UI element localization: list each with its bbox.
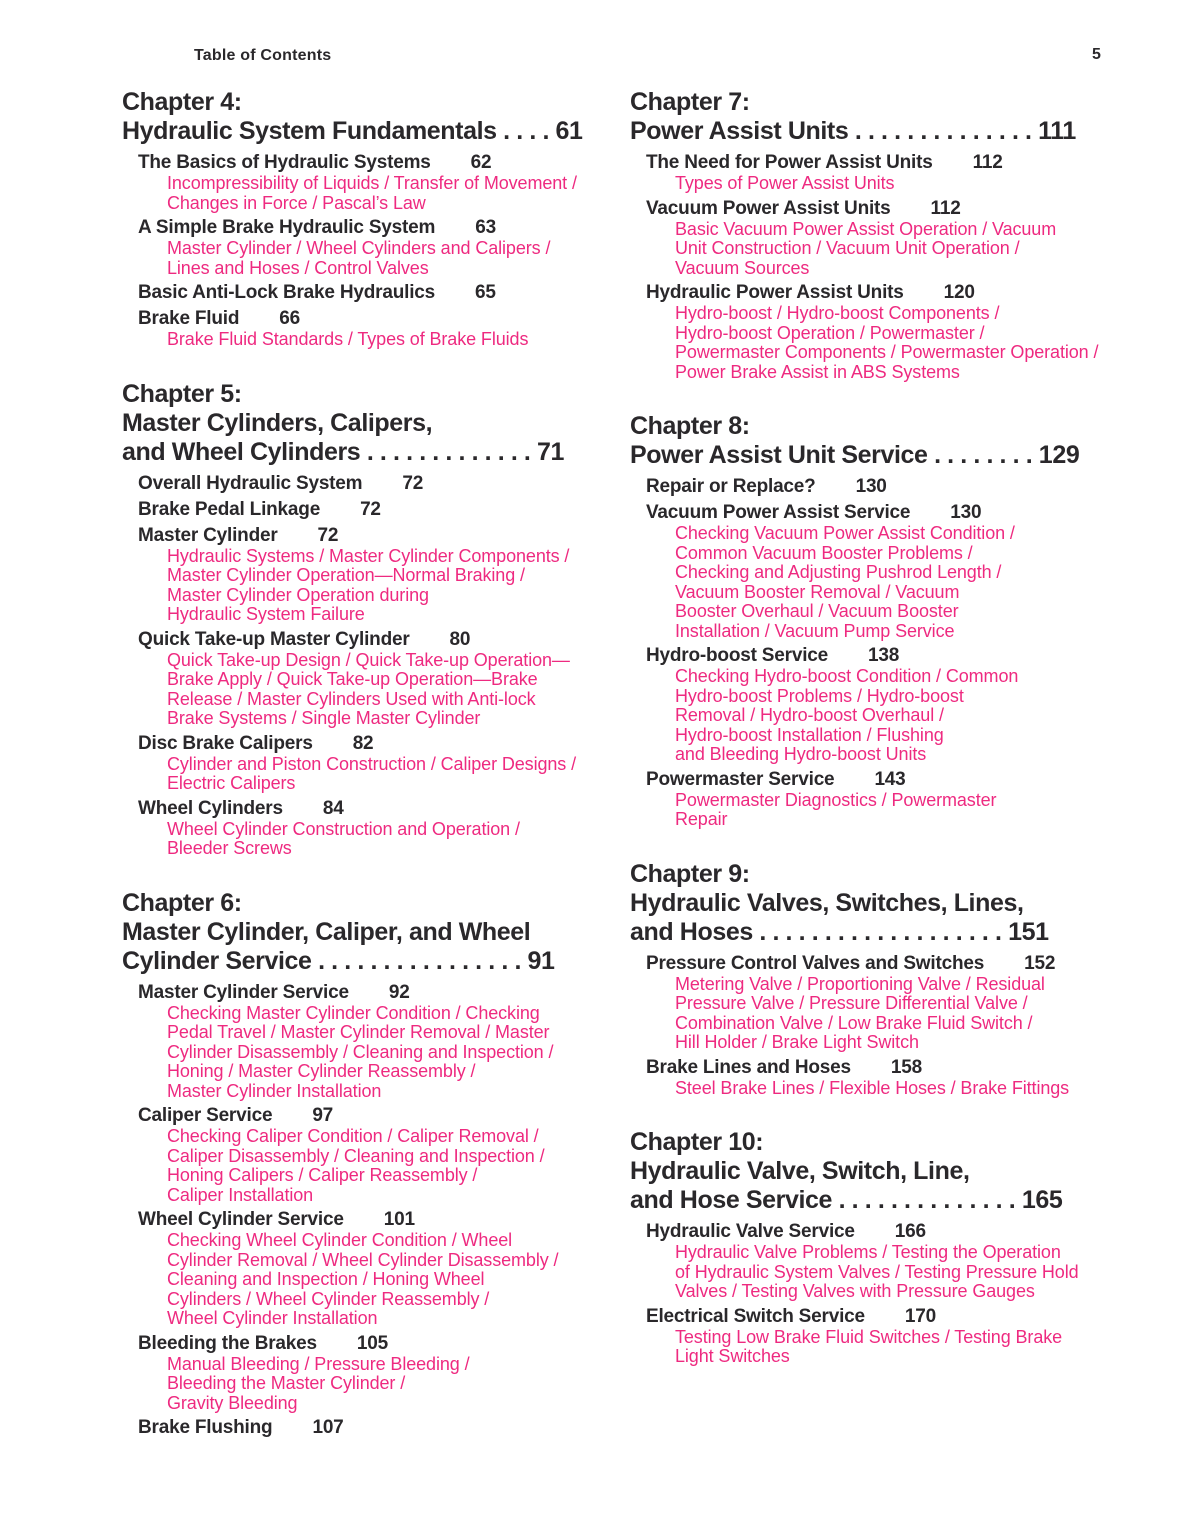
section-title-row (122, 281, 617, 304)
section-subtopic-line: Caliper Disassembly / Cleaning and Inspection / (167, 1145, 545, 1166)
toc-section (122, 732, 617, 794)
chapter-sections (630, 952, 1125, 1099)
section-subtopic-line: Hydraulic System Failure (167, 604, 365, 624)
section-subtopic-line: Hydro-boost / Hydro-boost Components / (675, 303, 1000, 323)
section-title-row (122, 524, 617, 547)
chapter-heading (630, 412, 1125, 470)
chapter-block (630, 860, 1125, 1099)
section-subtopic-line: Incompressibility of Liquids / Transfer of Movement / (167, 173, 577, 193)
running-header-title: Table of Contents (194, 47, 332, 64)
section-subtopic-line: Removal / Hydro-boost Overhaul / (675, 705, 944, 725)
section-title-row (122, 1416, 617, 1439)
section-subtopic-line: Brake Apply / Quick Take-up Operation—Brake (167, 669, 538, 689)
chapter-heading-line: Chapter 10: (630, 1128, 764, 1156)
section-subtopic-line: Caliper Installation (167, 1184, 314, 1205)
section-title-row (630, 644, 1125, 667)
section-page-number: 82 (352, 732, 374, 754)
toc-column-left (122, 88, 617, 1442)
section-subtopic-line: Cylinder and Piston Construction / Caliper Designs / (167, 753, 576, 774)
section-subtopic-line: Changes in Force / Pascal’s Law (167, 192, 426, 213)
section-subtopic-line: Pedal Travel / Master Cylinder Removal / Master (167, 1022, 550, 1042)
section-subtopic-line: Hydraulic Valve Problems / Testing the Operation (675, 1242, 1061, 1262)
section-subtopic-line: Steel Brake Lines / Flexible Hoses / Brake Fittings (675, 1077, 1070, 1098)
section-title: Vacuum Power Assist Service (646, 502, 911, 523)
section-subtopic-line: Installation / Vacuum Pump Service (675, 620, 955, 641)
section-title-row (122, 1208, 617, 1231)
section-page-number: 143 (874, 768, 906, 790)
section-subtopic-line: Gravity Bleeding (167, 1392, 298, 1413)
section-subtopic-line: Master Cylinder Installation (167, 1080, 382, 1101)
toc-section (122, 1416, 617, 1439)
section-title-row (122, 1104, 617, 1127)
chapter-heading-line: Power Assist Unit Service . . . . . . . . 129 (630, 441, 1080, 469)
section-title-row (630, 1220, 1125, 1243)
section-title: Pressure Control Valves and Switches (646, 952, 985, 974)
toc-section (630, 151, 1125, 194)
section-title: Brake Flushing (138, 1417, 273, 1438)
section-subtopic-line: Checking Vacuum Power Assist Condition / (675, 523, 1015, 543)
toc-section (630, 1220, 1125, 1302)
section-page-number: 62 (470, 152, 492, 173)
section-subtopic-line: Honing / Master Cylinder Reassembly / (167, 1061, 476, 1081)
section-subtopic-line: Vacuum Booster Removal / Vacuum (675, 581, 960, 602)
section-subtopic-line: Brake Systems / Single Master Cylinder (167, 708, 481, 728)
toc-section (122, 151, 617, 213)
section-title: Bleeding the Brakes (138, 1332, 317, 1354)
chapter-heading-line: Chapter 7: (630, 88, 750, 116)
section-subtopic-line: Brake Fluid Standards / Types of Brake Fluids (167, 329, 529, 349)
section-subtopic-line: of Hydraulic System Valves / Testing Pressure Hold (675, 1261, 1079, 1282)
toc-section (630, 475, 1125, 498)
chapter-heading-line: Master Cylinder, Caliper, and Wheel (122, 917, 531, 946)
section-subtopic-line: Checking Wheel Cylinder Condition / Wheel (167, 1230, 513, 1250)
chapter-heading (122, 380, 617, 467)
chapter-heading-line: Chapter 6: (122, 888, 242, 917)
section-page-number: 97 (312, 1105, 334, 1126)
section-title: The Basics of Hydraulic Systems (138, 152, 431, 173)
toc-section (630, 768, 1125, 830)
section-subtopic-line: Hydro-boost Problems / Hydro-boost (675, 685, 964, 706)
section-title-row (122, 216, 617, 239)
section-page-number: 65 (475, 282, 496, 303)
section-subtopic-line: Power Brake Assist in ABS Systems (675, 361, 960, 382)
section-subtopic-line: Powermaster Diagnostics / Powermaster (675, 789, 997, 810)
chapter-heading (630, 88, 1125, 146)
section-page-number: 112 (930, 197, 961, 219)
section-subtopic-line: Manual Bleeding / Pressure Bleeding / (167, 1353, 470, 1374)
section-page-number: 138 (868, 645, 900, 666)
section-title-row (630, 768, 1125, 791)
chapter-sections (122, 472, 617, 859)
chapter-heading-line: and Hose Service . . . . . . . . . . . . . . 165 (630, 1186, 1063, 1214)
section-page-number: 80 (449, 628, 471, 650)
section-subtopic-line: Common Vacuum Booster Problems / (675, 542, 973, 563)
section-page-number: 130 (950, 502, 982, 523)
section-subtopic-line: Light Switches (675, 1346, 790, 1366)
chapter-heading-line: Chapter 9: (630, 859, 750, 888)
chapter-block (630, 88, 1125, 382)
section-subtopic-line: Release / Master Cylinders Used with Anti-lock (167, 688, 536, 709)
section-subtopic-line: Metering Valve / Proportioning Valve / Residual (675, 973, 1045, 994)
section-subtopic-line: Vacuum Sources (675, 257, 810, 278)
section-title-row (122, 628, 617, 651)
section-subtopic-line: Checking Hydro-boost Condition / Common (675, 666, 1019, 686)
section-title-row (630, 1305, 1125, 1328)
section-title: Hydro-boost Service (646, 645, 829, 666)
chapter-heading-line: Hydraulic System Fundamentals . . . . 61 (122, 117, 583, 145)
section-page-number: 107 (312, 1417, 344, 1438)
section-title-row (630, 1056, 1125, 1079)
chapter-heading-line: Hydraulic Valves, Switches, Lines, (630, 888, 1024, 917)
chapter-heading-line: Master Cylinders, Calipers, (122, 408, 433, 437)
chapter-sections (122, 151, 617, 350)
section-subtopic-line: Pressure Valve / Pressure Differential Valve / (675, 993, 1028, 1013)
chapter-heading-line: and Hoses . . . . . . . . . . . . . . . . . . . 151 (630, 917, 1049, 946)
section-subtopic-line: Electric Calipers (167, 773, 296, 793)
toc-section (630, 1305, 1125, 1367)
section-page-number: 158 (890, 1056, 922, 1078)
toc-section (122, 498, 617, 521)
section-page-number: 130 (855, 476, 887, 497)
section-page-number: 72 (402, 472, 424, 494)
section-subtopic-line: Lines and Hoses / Control Valves (167, 257, 429, 278)
chapter-block (122, 889, 617, 1440)
section-page-number: 152 (1024, 952, 1056, 974)
section-title-row (630, 952, 1125, 975)
section-page-number: 101 (383, 1209, 415, 1230)
toc-section (122, 1332, 617, 1414)
toc-section (630, 644, 1125, 765)
toc-section (122, 281, 617, 304)
chapter-block (630, 1128, 1125, 1367)
chapter-heading-line: Chapter 4: (122, 88, 242, 116)
toc-section (122, 472, 617, 495)
toc-section (630, 952, 1125, 1053)
section-title-row (122, 151, 617, 174)
section-title-row (630, 475, 1125, 498)
section-subtopic-line: Basic Vacuum Power Assist Operation / Vacuum (675, 218, 1057, 239)
section-subtopic-line: Hydraulic Systems / Master Cylinder Components / (167, 545, 570, 566)
section-subtopic-line: Powermaster Components / Powermaster Operation / (675, 342, 1099, 362)
section-title: Electrical Switch Service (646, 1305, 865, 1327)
section-title-row (122, 981, 617, 1004)
chapter-block (122, 380, 617, 859)
chapter-heading (630, 1128, 1125, 1215)
section-title: Quick Take-up Master Cylinder (138, 628, 410, 650)
section-subtopic-line: Types of Power Assist Units (675, 173, 895, 193)
toc-section (122, 981, 617, 1102)
chapter-block (122, 88, 617, 350)
section-subtopic-line: Cylinder Removal / Wheel Cylinder Disassembly / (167, 1249, 559, 1270)
section-title-row (122, 1332, 617, 1355)
section-subtopic-line: Bleeding the Master Cylinder / (167, 1373, 406, 1393)
chapter-heading-line: Power Assist Units . . . . . . . . . . . . . . 111 (630, 117, 1076, 145)
section-page-number: 63 (475, 217, 496, 238)
section-title-row (122, 472, 617, 495)
section-title-row (122, 797, 617, 820)
section-title: Hydraulic Valve Service (646, 1221, 855, 1242)
section-subtopic-line: and Bleeding Hydro-boost Units (675, 744, 927, 764)
section-page-number: 66 (279, 308, 301, 329)
toc-section (122, 628, 617, 729)
chapter-heading-line: and Wheel Cylinders . . . . . . . . . . . . . 71 (122, 437, 565, 466)
section-title: Overall Hydraulic System (138, 472, 363, 494)
section-title: The Need for Power Assist Units (646, 152, 933, 173)
section-title: Caliper Service (138, 1105, 273, 1126)
section-subtopic-line: Booster Overhaul / Vacuum Booster (675, 601, 959, 621)
section-subtopic-line: Master Cylinder / Wheel Cylinders and Calipers / (167, 238, 551, 258)
toc-section (122, 216, 617, 278)
section-title-row (122, 498, 617, 521)
section-subtopic-line: Master Cylinder Operation—Normal Braking / (167, 565, 525, 585)
section-subtopic-line: Testing Low Brake Fluid Switches / Testing Brake (675, 1326, 1063, 1347)
section-subtopic-line: Wheel Cylinder Construction and Operation / (167, 818, 520, 839)
section-title: Vacuum Power Assist Units (646, 197, 891, 219)
section-title-row (122, 732, 617, 755)
section-page-number: 112 (972, 152, 1003, 173)
chapter-heading-line: Hydraulic Valve, Switch, Line, (630, 1157, 970, 1185)
section-page-number: 105 (356, 1332, 388, 1354)
chapter-heading (122, 88, 617, 146)
section-subtopic-line: Checking Caliper Condition / Caliper Removal / (167, 1126, 539, 1146)
section-title: Brake Pedal Linkage (138, 498, 321, 520)
section-subtopic-line: Quick Take-up Design / Quick Take-up Operation— (167, 649, 570, 670)
section-title: Wheel Cylinders (138, 797, 283, 819)
section-subtopic-line: Bleeder Screws (167, 838, 292, 858)
chapter-sections (630, 1220, 1125, 1367)
section-title-row (122, 307, 617, 330)
chapter-sections (630, 475, 1125, 830)
toc-section (122, 1208, 617, 1329)
section-subtopic-line: Valves / Testing Valves with Pressure Gauges (675, 1281, 1035, 1301)
section-page-number: 120 (943, 282, 975, 303)
section-title: Repair or Replace? (646, 476, 816, 497)
chapter-sections (630, 151, 1125, 382)
section-page-number: 170 (904, 1305, 937, 1327)
section-subtopic-line: Checking Master Cylinder Condition / Checking (167, 1002, 540, 1023)
section-title: A Simple Brake Hydraulic System (138, 217, 436, 238)
section-subtopic-line: Master Cylinder Operation during (167, 584, 429, 605)
section-subtopic-line: Unit Construction / Vacuum Unit Operation / (675, 238, 1020, 258)
chapter-heading (630, 860, 1125, 947)
toc-section (630, 501, 1125, 641)
section-title: Basic Anti-Lock Brake Hydraulics (138, 282, 436, 303)
chapter-heading-line: Cylinder Service . . . . . . . . . . . . . . . . 91 (122, 946, 555, 975)
section-page-number: 72 (360, 498, 381, 520)
section-subtopic-line: Cleaning and Inspection / Honing Wheel (167, 1269, 485, 1289)
section-subtopic-line: Checking and Adjusting Pushrod Length / (675, 562, 1002, 582)
section-title-row (630, 197, 1125, 220)
section-title: Powermaster Service (646, 768, 835, 790)
section-page-number: 72 (317, 524, 339, 546)
section-subtopic-line: Repair (675, 809, 728, 829)
section-subtopic-line: Hydro-boost Installation / Flushing (675, 724, 944, 745)
chapter-heading-line: Chapter 5: (122, 379, 242, 408)
toc-section (630, 197, 1125, 279)
section-subtopic-line: Honing Calipers / Caliper Reassembly / (167, 1165, 478, 1185)
section-subtopic-line: Combination Valve / Low Brake Fluid Switch / (675, 1012, 1033, 1033)
section-title: Master Cylinder (138, 524, 278, 546)
section-page-number: 84 (322, 797, 344, 819)
section-title: Master Cylinder Service (138, 981, 349, 1003)
toc-section (122, 1104, 617, 1205)
section-title-row (630, 281, 1125, 304)
toc-section (630, 281, 1125, 382)
toc-column-right (630, 88, 1125, 1370)
section-page-number: 166 (894, 1221, 926, 1242)
chapter-heading (122, 889, 617, 976)
section-page-number: 92 (388, 981, 410, 1003)
section-subtopic-line: Hill Holder / Brake Light Switch (675, 1032, 919, 1052)
toc-section (630, 1056, 1125, 1099)
page-number: 5 (1092, 46, 1101, 63)
toc-section (122, 524, 617, 625)
section-title: Brake Lines and Hoses (646, 1056, 851, 1078)
section-title-row (630, 501, 1125, 524)
section-title: Disc Brake Calipers (138, 732, 313, 754)
toc-section (122, 797, 617, 859)
toc-section (122, 307, 617, 350)
section-title: Wheel Cylinder Service (138, 1209, 344, 1230)
section-title: Hydraulic Power Assist Units (646, 282, 904, 303)
section-subtopic-line: Cylinders / Wheel Cylinder Reassembly / (167, 1288, 490, 1309)
section-title-row (630, 151, 1125, 174)
chapter-sections (122, 981, 617, 1440)
section-subtopic-line: Hydro-boost Operation / Powermaster / (675, 322, 985, 343)
chapter-heading-line: Chapter 8: (630, 412, 750, 440)
section-subtopic-line: Wheel Cylinder Installation (167, 1308, 378, 1328)
chapter-block (630, 412, 1125, 830)
section-subtopic-line: Cylinder Disassembly / Cleaning and Inspection / (167, 1041, 554, 1062)
section-title: Brake Fluid (138, 308, 240, 329)
